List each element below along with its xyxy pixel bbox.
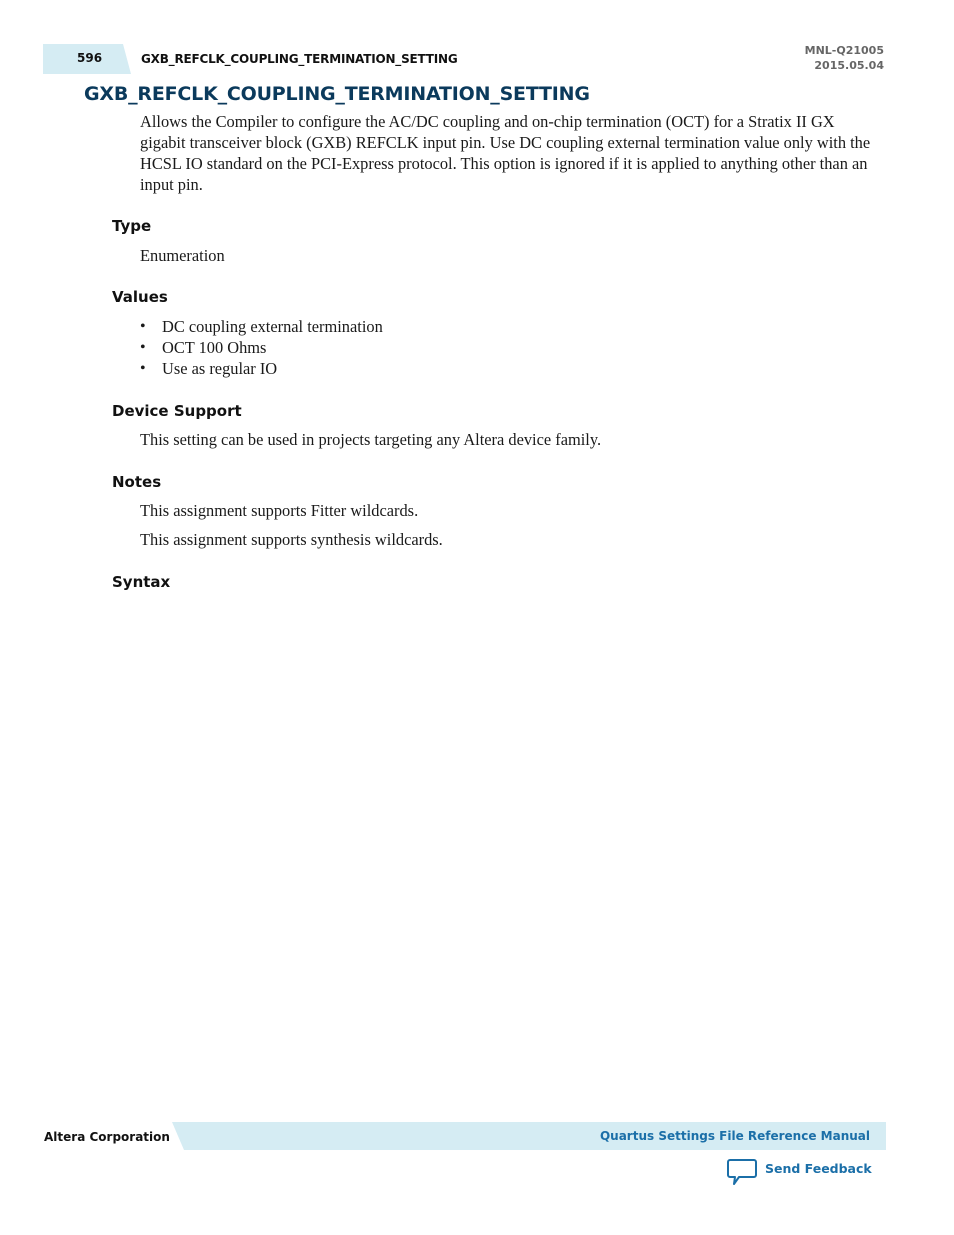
page-number: 596 bbox=[77, 51, 103, 65]
document-id: MNL-Q21005 bbox=[804, 44, 884, 57]
type-value: Enumeration bbox=[140, 246, 225, 265]
type-heading: Type bbox=[112, 217, 152, 235]
notes-heading: Notes bbox=[112, 473, 162, 491]
note-item: This assignment supports synthesis wildcards. bbox=[140, 530, 443, 549]
page-title: GXB_REFCLK_COUPLING_TERMINATION_SETTING bbox=[84, 83, 590, 105]
device-support-heading: Device Support bbox=[112, 402, 242, 420]
note-item: This assignment supports Fitter wildcards. bbox=[140, 501, 419, 520]
list-item: • Use as regular IO bbox=[140, 358, 383, 379]
values-list bbox=[140, 316, 383, 379]
document-id-block bbox=[805, 43, 884, 73]
footer-manual-title: Quartus Settings File Reference Manual bbox=[599, 1129, 870, 1143]
description-paragraph: Allows the Compiler to configure the AC/DC coupling and on-chip termination (OCT) for a Stratix II GX gigabit transceiver block (GXB) REFCLK input pin. Use DC coupling external termination value only with the HCSL IO standard on the PCI-Express protocol. This option is ignored if it is applied to anything other than an input pin. bbox=[140, 112, 871, 194]
list-item: • OCT 100 Ohms bbox=[140, 337, 383, 358]
list-item: • DC coupling external termination bbox=[140, 316, 383, 337]
values-heading: Values bbox=[112, 288, 168, 306]
send-feedback-link[interactable]: Send Feedback bbox=[765, 1161, 872, 1176]
footer-company: Altera Corporation bbox=[44, 1130, 170, 1144]
running-header-title: GXB_REFCLK_COUPLING_TERMINATION_SETTING bbox=[141, 52, 458, 66]
device-support-text: This setting can be used in projects targeting any Altera device family. bbox=[140, 430, 602, 449]
syntax-heading: Syntax bbox=[112, 573, 171, 591]
speech-bubble-icon[interactable] bbox=[727, 1158, 757, 1186]
document-date: 2015.05.04 bbox=[814, 59, 884, 72]
